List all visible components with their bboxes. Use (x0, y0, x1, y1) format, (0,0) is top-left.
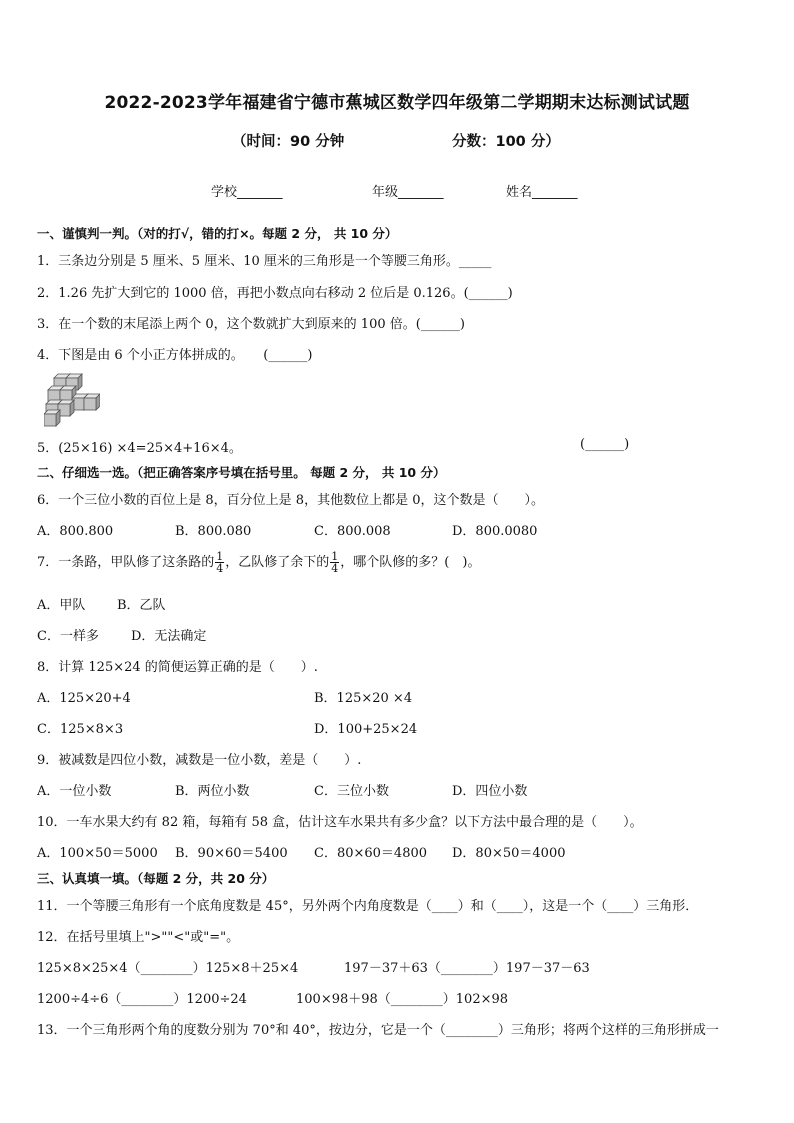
q6-option-c: C．800.008 (314, 524, 391, 539)
question-3: 3．在一个数的末尾添上两个 0，这个数就扩大到原来的 100 倍。(______) (37, 317, 465, 332)
section-3-heading: 三、认真填一填。（每题 2 分，共 20 分） (37, 871, 275, 886)
fraction-numerator: 1 (331, 550, 339, 563)
question-11: 11．一个等腰三角形有一个底角度数是 45°，另外两个内角度数是（____）和（____），这是一个（____）三角形． (37, 899, 699, 914)
q7-option-d: D．无法确定 (131, 629, 207, 644)
name-field: 姓名_______ (506, 185, 578, 200)
question-4: 4．下图是由 6 个小正方体拼成的。 (______) (37, 348, 313, 363)
question-7 (37, 551, 480, 574)
q7-option-c: C．一样多 (37, 629, 99, 644)
exam-score: 分数：100 分） (452, 134, 560, 150)
page-title: 2022-2023学年福建省宁德市蕉城区数学四年级第二学期期末达标测试试题 (104, 93, 690, 113)
q8-option-b: B．125×20 ×4 (314, 691, 413, 706)
q6-option-b: B．800.080 (175, 524, 252, 539)
section-2-heading: 二、仔细选一选。（把正确答案序号填在括号里。 每题 2 分， 共 10 分） (37, 465, 446, 480)
q6-option-a: A．800.800 (37, 524, 114, 539)
school-field: 学校_______ (211, 185, 283, 200)
question-2: 2．1.26 先扩大到它的 1000 倍，再把小数点向右移动 2 位后是 0.126。(______) (37, 286, 513, 301)
q10-option-c: C．80×60＝4800 (314, 846, 428, 861)
q10-option-d: D．80×50＝4000 (452, 846, 566, 861)
q8-option-c: C．125×8×3 (37, 722, 124, 737)
fraction-denominator: 4 (331, 562, 339, 575)
q6-option-d: D．800.0080 (452, 524, 538, 539)
fraction-one-quarter (330, 551, 339, 574)
q12-row2-left: 1200÷4÷6（________）1200÷24 (37, 992, 247, 1007)
question-12: 12．在括号里填上">""<"或"="。 (37, 930, 240, 945)
q9-option-d: D．四位小数 (452, 784, 528, 799)
q8-option-d: D．100+25×24 (314, 722, 418, 737)
question-5: 5．(25×16) ×4=25×4+16×4。 (37, 441, 242, 456)
q7-option-a: A．甲队 (37, 598, 86, 613)
stacked-cubes-figure (44, 372, 100, 428)
fraction-denominator: 4 (216, 562, 224, 575)
exam-time: （时间：90 分钟 (232, 134, 345, 150)
question-13: 13．一个三角形两个角的度数分别为 70°和 40°，按边分，它是一个（________）三角形；将两个这样的三角形拼成一 (37, 1023, 719, 1038)
question-7-part-2: ，乙队修了余下的 (225, 555, 330, 570)
question-7-part-3: ，哪个队修的多？( )。 (340, 555, 481, 570)
q10-option-a: A．100×50＝5000 (37, 846, 158, 861)
section-1-heading: 一、谨慎判一判。（对的打√，错的打×。每题 2 分， 共 10 分） (37, 226, 398, 241)
q8-option-a: A．125×20+4 (37, 691, 131, 706)
fraction-one-quarter (215, 551, 224, 574)
q12-row1-left: 125×8×25×4（________）125×8＋25×4 (37, 961, 299, 976)
question-10: 10．一车水果大约有 82 箱，每箱有 58 盒，估计这车水果共有多少盒？以下方法中最合理的是（ ）。 (37, 815, 643, 830)
fraction-numerator: 1 (216, 550, 224, 563)
q9-option-c: C．三位小数 (314, 784, 389, 799)
grade-field: 年级_______ (372, 185, 444, 200)
question-9: 9．被减数是四位小数，减数是一位小数，差是（ ）. (37, 753, 362, 768)
q9-option-a: A．一位小数 (37, 784, 112, 799)
question-7-part-1: 7．一条路，甲队修了这条路的 (37, 555, 215, 570)
question-8: 8．计算 125×24 的简便运算正确的是（ ）. (37, 660, 318, 675)
q7-option-b: B．乙队 (117, 598, 166, 613)
question-6: 6．一个三位小数的百位上是 8，百分位上是 8，其他数位上都是 0，这个数是（ ）。 (37, 493, 544, 508)
question-5-blank: (______) (580, 437, 630, 452)
q12-row1-right: 197－37＋63（________）197－37－63 (344, 961, 590, 976)
question-1: 1．三条边分别是 5 厘米、5 厘米、10 厘米的三角形是一个等腰三角形。_____ (37, 254, 492, 269)
q10-option-b: B．90×60＝5400 (175, 846, 288, 861)
q9-option-b: B．两位小数 (175, 784, 250, 799)
q12-row2-right: 100×98＋98（________）102×98 (296, 992, 509, 1007)
